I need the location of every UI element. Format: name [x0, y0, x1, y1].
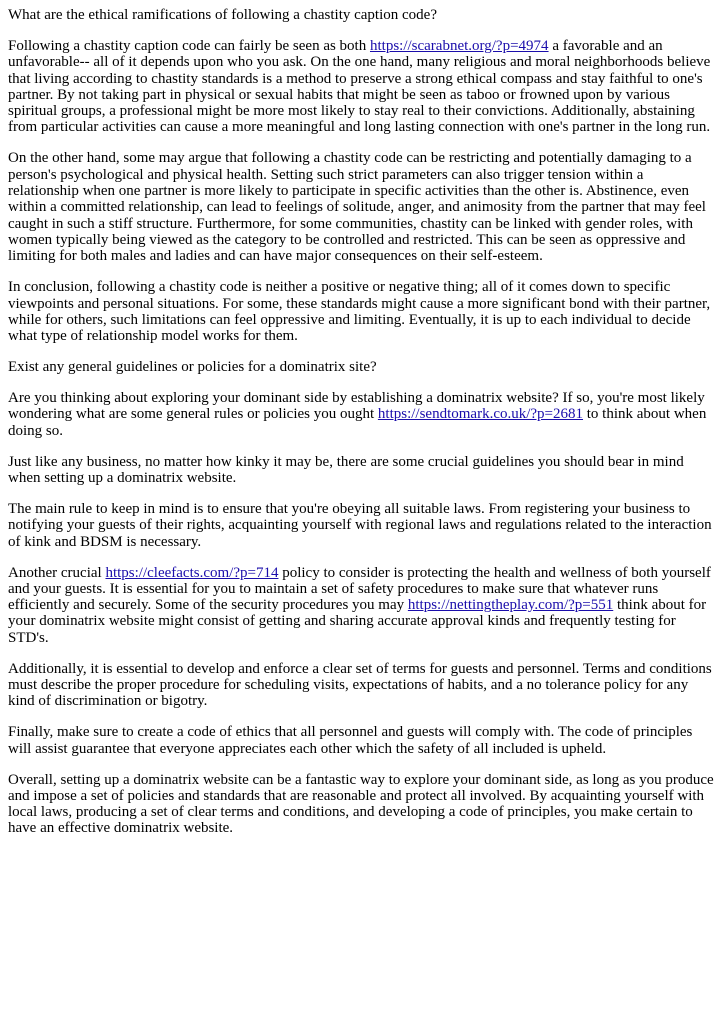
paragraph-dominatrix-safety [8, 565, 714, 646]
paragraph-text: Are you thinking about exploring your dominant side by establishing a dominatrix website? If so, you're most likely wondering what are some general rules or policies you ought [8, 390, 705, 423]
paragraph-chastity-conclusion: In conclusion, following a chastity code is neither a positive or negative thing; all of it comes down to specific viewpoints and personal situations. For some, these standards might cause a more significant bond with their partner, while for others, such limitations can feel oppressive and limiting. Eventually, it is up to each individual to decide what type of relationship model works for them. [8, 279, 711, 345]
paragraph-text: policy to consider is protecting the health and wellness of both yourself and your guests. It is essential for you to maintain a set of safety procedures to make sure that whatever runs efficiently and securely. Some of the security procedures you may [8, 564, 711, 614]
question-heading-dominatrix: Exist any general guidelines or policies for a dominatrix site? [8, 359, 377, 376]
paragraph-dominatrix-terms: Additionally, it is essential to develop and enforce a clear set of terms for guests and personnel. Terms and conditions must describe the proper procedure for scheduling visits, expectations of habits, and a no tolerance policy for any kind of discrimination or bigotry. [8, 660, 712, 710]
nettingtheplay-link[interactable]: https://nettingtheplay.com/?p=551 [407, 597, 614, 614]
paragraph-dominatrix-intro [8, 390, 714, 439]
paragraph-dominatrix-laws: The main rule to keep in mind is to ensure that you're obeying all suitable laws. From registering your business to notifying your guests of their rights, acquainting yourself with regional laws and regulations related to the interaction of kink and BDSM is necessary. [8, 500, 712, 550]
paragraph-text: think about for your dominatrix website might consist of getting and sharing accurate approval kinds and frequently testing for STD's. [8, 597, 707, 646]
sendtomark-link[interactable]: https://sendtomark.co.uk/?p=2681 [377, 406, 584, 423]
question-heading-chastity: What are the ethical ramifications of following a chastity caption code? [8, 7, 437, 23]
cleefacts-link[interactable]: https://cleefacts.com/?p=714 [105, 564, 279, 581]
paragraph-dominatrix-overall: Overall, setting up a dominatrix website can be a fantastic way to explore your dominant side, as long as you produce and impose a set of policies and standards that are reasonable and protect all involved. By acquainting yourself with local laws, producing a set of clear terms and conditions, and developing a code of principles, you make certain to have an effective dominatrix website. [8, 771, 714, 837]
paragraph-chastity-restricting: On the other hand, some may argue that following a chastity code can be restricting and potentially damaging to a person's psychological and physical health. Setting such strict parameters can also trigger tension within a relationship when one partner is more likely to participate in specific activities than the other is. Abstinence, even within a committed relationship, can lead to feelings of solitude, anger, and animosity from the partner that may feel caught in such a stiff structure. Furthermore, for some communities, chastity can be linked with gender roles, with women typically being viewed as the category to be controlled and restricted. This can be seen as oppressive and limiting for both males and ladies and can have major consequences on their self-esteem. [8, 150, 706, 265]
paragraph-text: Another crucial [8, 564, 106, 581]
paragraph-text: a favorable and an unfavorable-- all of it depends upon who you ask. On the one hand, many religious and moral neighborhoods believe that living according to chastity standards is a method to preserve a strong ethical compass and stay faithful to one's partner. By not taking part in physical or sexual habits that might be seen as taboo or frowned upon by various spiritual groups, a professional might be more most likely to stay real to their convictions. Additionally, abstaining from particular activities can cause a more meaningful and long lasting connection with one's partner in the long run. [8, 37, 711, 136]
paragraph-chastity-favorable [8, 38, 714, 136]
paragraph-text: Following a chastity caption code can fairly be seen as both [8, 37, 370, 54]
scarabnet-link[interactable]: https://scarabnet.org/?p=4974 [369, 37, 549, 54]
paragraph-dominatrix-ethics: Finally, make sure to create a code of ethics that all personnel and guests will comply with. The code of principles will assist guarantee that everyone appreciates each other which the safety of all included is upheld. [8, 724, 693, 757]
paragraph-text: to think about when doing so. [8, 406, 707, 439]
paragraph-dominatrix-guidelines: Just like any business, no matter how kinky it may be, there are some crucial guidelines you should bear in mind when setting up a dominatrix website. [8, 453, 684, 486]
